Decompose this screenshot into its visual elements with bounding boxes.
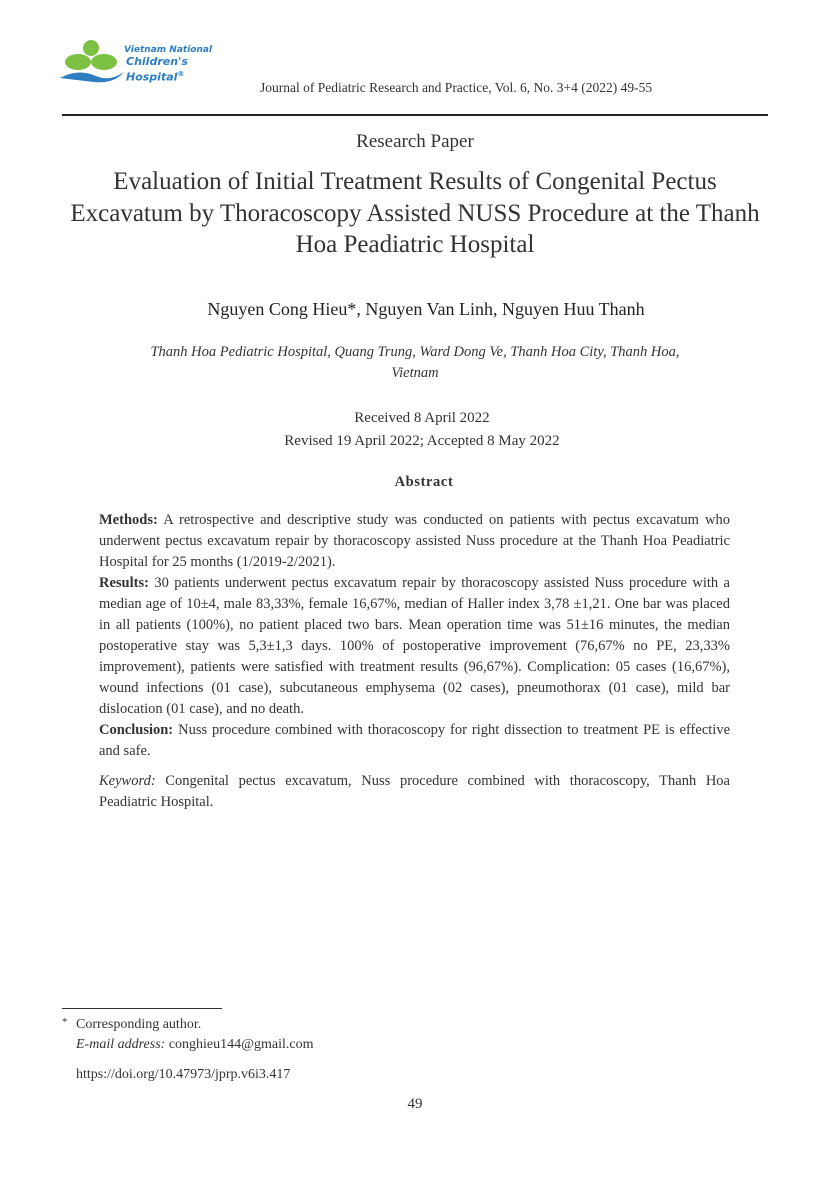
doi-link[interactable]: https://doi.org/10.47973/jprp.v6i3.417	[76, 1067, 291, 1082]
conclusion-paragraph: Conclusion: Nuss procedure combined with thoracoscopy for right dissection to treatment PE is effective and safe.	[99, 722, 731, 759]
abstract-heading: Abstract	[394, 474, 454, 490]
page-number: 49	[407, 1096, 423, 1112]
footnote-marker: *	[62, 1016, 68, 1028]
logo-line-2: Children's Hospital®	[126, 55, 188, 84]
email-address[interactable]: conghieu144@gmail.com	[168, 1037, 314, 1052]
paper-title: Evaluation of Initial Treatment Results of Congenital Pectus Excavatum by Thoracoscopy Assisted NUSS Procedure at the Thanh Hoa Peadiatric Hospital	[70, 168, 760, 258]
journal-logo	[58, 38, 238, 88]
footnote	[62, 1015, 314, 1055]
corresponding-author: Corresponding author.	[76, 1017, 202, 1032]
paper-type: Research Paper	[356, 131, 474, 152]
methods-paragraph: Methods: A retrospective and descriptive study was conducted on patients with pectus excavatum who underwent pectus excavatum repair by thoracoscopy assisted Nuss procedure at the Thanh Hoa Peadiatric Hospital for 25 months (1/2019-2/2021).	[99, 512, 731, 570]
footnote-rule	[62, 1008, 222, 1009]
received-date: Received 8 April 2022	[354, 410, 490, 426]
journal-citation: Journal of Pediatric Research and Practice, Vol. 6, No. 3+4 (2022) 49-55	[260, 80, 653, 95]
revised-accepted-date: Revised 19 April 2022; Accepted 8 May 2022	[284, 433, 560, 449]
authors: Nguyen Cong Hieu*, Nguyen Van Linh, Nguyen Huu Thanh	[207, 299, 645, 319]
header-rule	[62, 114, 768, 116]
keyword-paragraph: Keyword: Congenital pectus excavatum, Nuss procedure combined with thoracoscopy, Thanh Hoa Peadiatric Hospital.	[99, 773, 730, 810]
dates	[0, 407, 830, 453]
hospital-logo-icon	[58, 38, 128, 88]
results-paragraph: Results: 30 patients underwent pectus excavatum repair by thoracoscopy assisted Nuss procedure with a median age of 10±4, male 83,33%, female 16,67%, median of Haller index 3,78 ±1,21. One bar was placed in all patients (100%), no patient placed two bars. Mean operation time was 51±16 minutes, the median postoperative stay was 5,3±1,3 days. 100% of postoperative improvement (76,67% no PE, 23,33% improvement), patients were satisfied with treatment results (96,67%). Complication: 05 cases (16,67%), wound infections (01 case), subcutaneous emphysema (02 cases), pneumothorax (01 case), mild bar dislocation (01 case), and no death.	[99, 575, 730, 717]
logo-line-1: Vietnam National	[124, 45, 213, 55]
affiliation: Thanh Hoa Pediatric Hospital, Quang Trung, Ward Dong Ve, Thanh Hoa City, Thanh Hoa, Vietnam	[150, 344, 680, 381]
abstract-body	[99, 510, 730, 813]
email-line: E-mail address: conghieu144@gmail.com	[76, 1037, 314, 1052]
